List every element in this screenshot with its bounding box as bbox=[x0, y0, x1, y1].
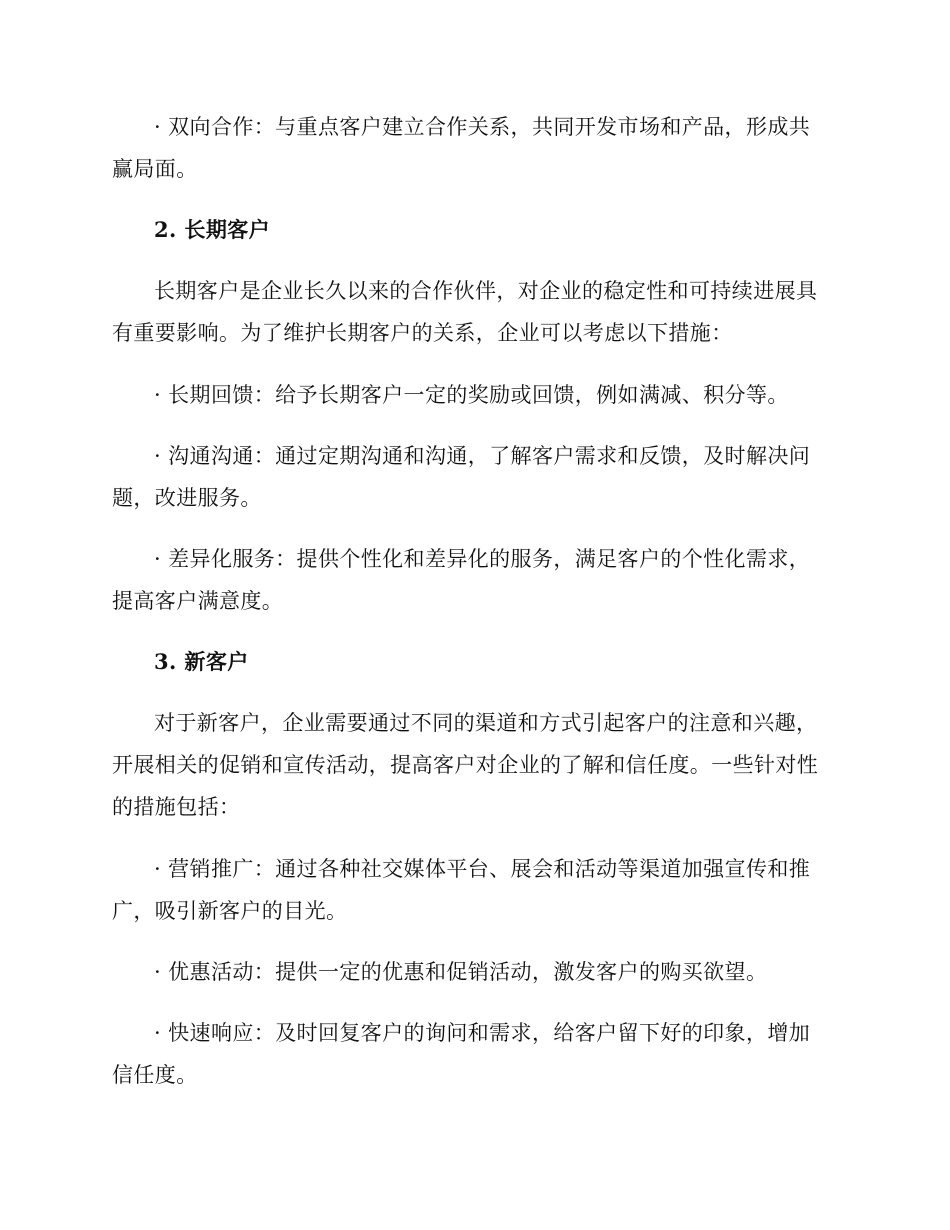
bullet-long-term-rewards: · 长期回馈：给予长期客户一定的奖励或回馈，例如满减、积分等。 bbox=[154, 383, 789, 407]
paragraph-long-term-intro: 长期客户是企业长久以来的合作伙伴，对企业的稳定性和可持续进展具有重要影响。为了维护长期客户的关系，企业可以考虑以下措施： bbox=[112, 279, 818, 345]
section-heading-long-term-customers: 2. 长期客户 bbox=[154, 217, 271, 242]
bullet-differentiated-service: · 差异化服务：提供个性化和差异化的服务，满足客户的个性化需求，提高客户满意度。 bbox=[112, 547, 811, 613]
paragraph-new-customers-intro: 对于新客户，企业需要通过不同的渠道和方式引起客户的注意和兴趣，开展相关的促销和宣传活动，提高客户对企业的了解和信任度。一些针对性的措施包括： bbox=[112, 711, 819, 819]
bullet-communication: · 沟通沟通：通过定期沟通和沟通，了解客户需求和反馈，及时解决问题，改进服务。 bbox=[112, 444, 811, 510]
bullet-marketing-promotion: · 营销推广：通过各种社交媒体平台、展会和活动等渠道加强宣传和推广，吸引新客户的目光。 bbox=[112, 857, 811, 923]
bullet-fast-response: · 快速响应：及时回复客户的询问和需求，给客户留下好的印象，增加信任度。 bbox=[112, 1021, 811, 1087]
bullet-two-way-cooperation: · 双向合作：与重点客户建立合作关系，共同开发市场和产品，形成共赢局面。 bbox=[112, 115, 811, 181]
bullet-discount-activities: · 优惠活动：提供一定的优惠和促销活动，激发客户的购买欲望。 bbox=[154, 960, 768, 984]
section-heading-new-customers: 3. 新客户 bbox=[154, 649, 249, 674]
